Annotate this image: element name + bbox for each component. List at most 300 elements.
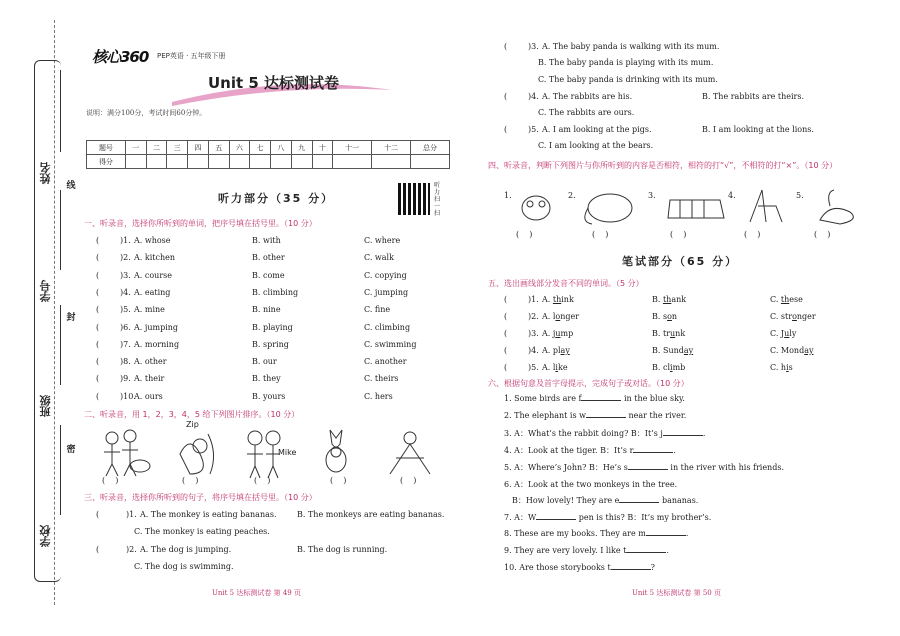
option-a: A. kitchen [134,253,176,263]
word-part: s [788,363,793,372]
item-number: )5. [120,305,131,315]
student-id-label: 学号 [39,280,52,302]
series-label: PEP英语 · 五年级下册 [157,52,226,60]
q4-answer-4[interactable]: ( ) [744,230,761,239]
q5-item [482,363,857,377]
option-b: B. The dog is running. [297,545,388,554]
q1-item [82,323,457,337]
answer-paren[interactable]: ( [96,270,100,280]
option-a: A. The baby panda is walking with its mum. [542,42,720,51]
name-label: 姓名 [39,162,52,184]
answer-blank[interactable] [628,469,668,470]
q4-answer-5[interactable]: ( ) [814,230,831,239]
score-table [86,140,450,169]
option-b: B. come [252,270,285,280]
option-a: A. their [134,374,165,384]
option-b [652,329,685,338]
item-number: )9. [120,374,131,384]
option-b: B. spring [252,339,289,349]
left-page [82,0,457,636]
q1-title: 一、听录音，选择你所听到的单词，把序号填在括号里。（10 分） [84,219,317,228]
q6-item [482,445,857,459]
word-part: ke [557,363,568,372]
q3-item [482,75,857,89]
word-part: A. [542,295,553,304]
q1-item [82,340,457,354]
answer-paren[interactable]: ( [504,295,508,304]
q2-title: 二、听录音，用 1，2，3，4，5 给下列图片排序。（10 分） [84,410,300,419]
word-part: B. tr [652,329,671,338]
answer-blank[interactable] [663,435,703,436]
answer-paren[interactable]: ( [504,125,508,134]
listening-heading: 听力部分（35 分） [218,192,335,205]
right-page [482,0,887,636]
qr-code[interactable] [398,183,430,215]
sentence [504,462,784,473]
score-cell: 题号 [87,141,126,155]
q2-pictures [90,424,450,480]
page-footer-left: Unit 5 达标测试卷 第 49 页 [212,589,301,597]
word-part: A. l [542,363,556,372]
q4-answer-1[interactable]: ( ) [516,230,533,239]
option-b: B. other [252,253,285,263]
option-b: B. The monkeys are eating bananas. [297,510,445,519]
instructions: 说明：满分100分，考试时间60分钟。 [86,109,207,117]
q1-item [82,392,457,406]
q4-num: 1. [504,191,512,200]
q6-item [482,529,857,543]
score-value-row [87,155,450,169]
sentence [504,546,669,555]
word-part: A. j [542,329,556,338]
option-b: B. The baby panda is playing with its mum. [538,58,714,67]
underlined-part: th [662,295,672,304]
answer-paren[interactable]: ( [96,339,100,349]
answer-blank[interactable] [586,417,626,418]
word-part: ank [671,295,687,304]
item-number: )3. [120,270,131,280]
score-cell: 六 [229,141,250,155]
item-number: )1. [120,236,131,245]
sentence-end: in the blue sky. [621,394,685,403]
class-label: 班级 [39,395,52,417]
option-c: C. another [364,357,407,367]
item-number: )6. [120,322,131,332]
answer-paren[interactable]: ( [96,253,100,263]
score-cell: 八 [271,141,292,155]
option-c: C. I am looking at the bears. [538,141,654,150]
q3-item: ( )1. A. The monkey is eating bananas. B. The monkeys are eating bananas. [96,510,445,519]
q4-answer-2[interactable]: ( ) [592,230,609,239]
q4-num: 2. [568,191,576,200]
word-part: C. str [770,312,793,321]
q6-item [482,394,857,408]
sentence-start: 1. Some birds are f [504,394,582,403]
word-part: A. pl [542,346,561,355]
word-part: mb [672,363,686,372]
q4-title: 四、听录音，判断下列图片与你所听到的内容是否相符，相符的打“√”，不相符的打“×”。（10 分） [488,161,838,170]
item-number: )3. [528,329,539,338]
item-number: )10. [120,391,136,401]
q1-item [82,357,457,371]
sentence [504,512,711,523]
option-c [770,329,796,338]
answer-paren[interactable]: ( [96,305,100,315]
q4-num: 3. [648,191,656,200]
q5-item [482,329,857,343]
q3-item [482,141,857,155]
option-c: C. The rabbits are ours. [538,108,635,117]
word-part: nger [796,312,816,321]
q3-item [482,92,857,106]
option-c: C. The dog is swimming. [134,562,234,571]
brand-logo: 核心360 [92,48,149,66]
underlined-part: ay [804,346,814,355]
option-b: B. playing [252,322,293,332]
q6-item [482,428,857,442]
sentence [504,529,688,538]
option-c: C. jumping [364,287,409,297]
word-part: n [671,312,678,321]
score-cell: 十一 [333,141,372,155]
sentence [504,479,677,490]
underlined-part: o [667,312,672,321]
seal-line: 线 [63,178,79,194]
sentence-end: . [702,429,706,438]
binding-bracket [34,60,61,582]
q1-item [82,305,457,319]
fill-line [60,425,61,515]
q5-item [482,295,857,309]
item-number: )5. [528,125,539,134]
score-cell: 四 [188,141,209,155]
fill-line [60,70,61,152]
option-c: C. theirs [364,374,399,384]
answer-blank[interactable] [536,519,576,520]
option-b: B. they [252,374,281,384]
sentence-end: in the river with his friends. [667,463,784,472]
option-a [542,312,579,321]
answer-blank[interactable] [611,569,651,570]
option-c: C. hers [364,391,393,401]
answer-blank[interactable] [646,535,686,536]
page-footer-right: Unit 5 达标测试卷 第 50 页 [632,589,721,597]
underlined-part: th [780,295,790,304]
q3-item [482,125,857,139]
item-number: )2. [120,253,131,263]
sentence-end: ? [650,563,655,572]
option-b: B. I am looking at the lions. [702,125,814,134]
q2-answer-2[interactable]: ( ) [182,476,199,485]
q4-num: 4. [728,191,736,200]
option-b [652,346,693,355]
score-cell: 七 [250,141,271,155]
answer-paren[interactable]: ( [96,391,100,401]
item-number: )5. [528,363,539,372]
q2-answer-3[interactable]: ( ) [254,476,271,485]
q1-item [82,236,457,250]
answer-paren[interactable]: ( [96,357,100,367]
sentence-start: 8. These are my books. They are m [504,529,646,538]
sentence-start: 9. They are very lovely. I like t [504,546,627,555]
sentence-end: near the river. [625,411,687,420]
word-part: B. s [652,312,668,321]
option-c: C. fine [364,305,391,315]
underlined-part: i [555,363,558,372]
fill-line [60,305,61,385]
sentence-end: . [673,446,676,455]
q6-title: 六、根据句意及首字母提示，完成句子或对话。（10 分） [488,379,689,388]
sentence [512,495,698,506]
word-part: C. [770,295,781,304]
option-c: C. where [364,236,401,245]
sentence [504,563,655,572]
q1-item [82,253,457,267]
option-a: A. eating [134,287,171,297]
score-input[interactable] [188,155,209,169]
score-cell: 二 [146,141,167,155]
underlined-part: u [555,329,561,338]
option-c [770,312,816,321]
answer-paren[interactable]: ( [96,236,100,245]
sentence [504,428,705,439]
answer-paren[interactable]: ( [504,346,508,355]
sentence-start: 10. Are those storybooks t [504,563,611,572]
word-part: C. Mond [770,346,805,355]
sentence [504,445,676,456]
option-b: B. climbing [252,287,299,297]
answer-paren[interactable]: ( [96,510,100,519]
option-c: C. copying [364,270,407,280]
score-cell: 九 [291,141,312,155]
q4-num: 5. [796,191,804,200]
word-part: nk [675,329,686,338]
option-c [770,346,814,355]
answer-paren[interactable]: ( [96,374,100,384]
answer-paren[interactable]: ( [96,287,100,297]
answer-blank[interactable] [633,452,673,453]
score-input[interactable] [333,155,372,169]
word-part: C. J [770,329,785,338]
q6-item [482,479,857,493]
underlined-part: u [784,329,790,338]
option-c: C. swimming [364,339,417,349]
pic-label-mike: Mike [278,448,297,457]
option-b: B. our [252,357,277,367]
score-cell: 十 [312,141,333,155]
score-input[interactable] [372,155,411,169]
q6-item [482,495,857,509]
word-part: B. Sund [652,346,684,355]
writing-heading: 笔试部分（65 分） [622,255,739,268]
answer-paren[interactable]: ( [96,545,100,554]
answer-paren[interactable]: ( [504,42,508,51]
word-part: C. h [770,363,787,372]
option-a: A. course [134,270,172,280]
score-cell: 十二 [372,141,411,155]
option-a: A. jumping [134,322,179,332]
underlined-part: i [670,363,673,372]
q3-item: ( )2. A. The dog is jumping. B. The dog is running. [96,545,388,554]
score-input[interactable] [208,155,229,169]
sentence-start: 6. A：Look at the two monkeys in the tree. [504,480,678,489]
underlined-part: ay [683,346,694,355]
score-input[interactable] [250,155,271,169]
sentence-start: 5. A：Where’s John? B：He’s s [504,463,628,472]
q3-item-line [82,562,457,576]
q6-item [482,512,857,526]
score-header-row [87,141,450,155]
item-number: )7. [120,339,131,349]
option-a: A. other [134,357,167,367]
answer-paren[interactable]: ( [96,322,100,332]
item-number: )4. [528,346,539,355]
sentence [504,394,685,403]
option-b [652,363,685,372]
word-part: A. l [542,312,556,321]
score-input[interactable] [146,155,167,169]
school-label: 学校 [39,525,52,547]
option-a [542,329,573,338]
word-part: ese [789,295,803,304]
answer-blank[interactable] [619,502,659,503]
sentence-start: 7. A：W [504,513,537,522]
q3-item [482,58,857,72]
q5-item [482,346,857,360]
q1-item [82,374,457,388]
seal-seal: 封 [63,310,79,326]
q5-item [482,312,857,326]
score-cell: 总分 [411,141,450,155]
option-a: A. ours [134,391,163,401]
q5-title: 五、选出画线部分发音不同的单词。（5 分） [488,279,644,288]
q3-item [482,42,857,56]
q2-answer-5[interactable]: ( ) [400,476,417,485]
q6-item [482,411,857,425]
word-part: ink [561,295,574,304]
binding-strip [0,0,76,636]
q2-answer-4[interactable]: ( ) [330,476,347,485]
q6-item [482,546,857,560]
underlined-part: th [552,295,562,304]
underlined-part: o [792,312,797,321]
answer-paren[interactable]: ( [504,329,508,338]
option-b: B. The rabbits are theirs. [702,92,804,101]
sentence-start: B：How lovely! They are e [512,496,620,505]
underlined-part: i [786,363,789,372]
option-b: B. nine [252,305,281,315]
score-input[interactable] [167,155,188,169]
option-b [652,312,677,321]
answer-paren[interactable]: ( [504,312,508,321]
option-c: C. walk [364,253,394,263]
pic-label-zip: Zip [186,420,199,429]
q4-answer-3[interactable]: ( ) [670,230,687,239]
q3-title: 三、听录音，选择你所听到的句子，将序号填在括号里。（10 分） [84,493,317,502]
qr-caption: 听力扫一扫 [434,182,441,217]
q2-answer-1[interactable]: ( ) [102,476,119,485]
option-a [542,346,570,355]
option-c: C. The monkey is eating peaches. [134,527,270,536]
item-number: )4. [528,92,539,101]
item-number: )3. [528,42,539,51]
answer-blank[interactable] [581,400,621,401]
item-number: )4. [120,287,131,297]
score-cell: 三 [167,141,188,155]
option-a: A. The rabbits are his. [542,92,633,101]
sentence-end: . [685,529,689,538]
option-b: B. yours [252,391,286,401]
option-a [542,295,574,304]
score-cell: 五 [208,141,229,155]
fill-line [60,190,61,270]
score-input[interactable] [229,155,250,169]
score-cell: 得分 [87,155,126,169]
word-part: B. cl [652,363,671,372]
sentence-end: . [666,546,669,555]
score-input[interactable] [312,155,333,169]
option-b [652,295,686,304]
q1-item [82,271,457,285]
option-a: A. The dog is jumping. [140,545,232,554]
item-number: )1. [528,295,539,304]
item-number: )2. [528,312,539,321]
word-part: mp [560,329,574,338]
option-a: A. I am looking at the pigs. [542,125,652,134]
option-c: C. climbing [364,322,411,332]
q1-item [82,288,457,302]
option-a: A. whose [134,236,171,245]
sentence-start: 2. The elephant is w [504,411,586,420]
option-a: A. The monkey is eating bananas. [140,510,277,519]
q6-item [482,563,857,577]
option-c: C. The baby panda is drinking with its mum. [538,75,718,84]
sentence-end: bananas. [659,496,699,505]
page-title: Unit 5 达标测试卷 [208,74,340,92]
score-input[interactable] [271,155,292,169]
score-input[interactable] [291,155,312,169]
word-part: nger [560,312,580,321]
score-cell: 一 [125,141,146,155]
option-a [542,363,568,372]
q4-pictures [500,182,870,228]
underlined-part: o [555,312,561,321]
q6-item [482,462,857,476]
option-b: B. with [252,236,281,245]
q3-item-line [82,527,457,541]
option-a: A. morning [134,339,180,349]
option-a: A. mine [134,305,165,315]
answer-paren[interactable]: ( [504,363,508,372]
sentence-start: 3. A：What’s the rabbit doing? B：It’s j [504,429,663,438]
sentence-end: pen is this? B：It’s my brother’s. [576,513,712,522]
underlined-part: u [670,329,676,338]
option-c [770,295,803,304]
sentence-start: 4. A：Look at the tiger. B：It’s r [504,446,634,455]
sentence [504,411,686,420]
word-part: ly [789,329,797,338]
answer-paren[interactable]: ( [504,92,508,101]
option-c [770,363,793,372]
score-input[interactable] [125,155,146,169]
word-part: B. [652,295,663,304]
item-number: )8. [120,357,131,367]
seal-secret: 密 [63,442,79,458]
q3-item [482,108,857,122]
answer-blank[interactable] [626,552,666,553]
score-input[interactable] [411,155,450,169]
underlined-part: ay [560,346,570,355]
